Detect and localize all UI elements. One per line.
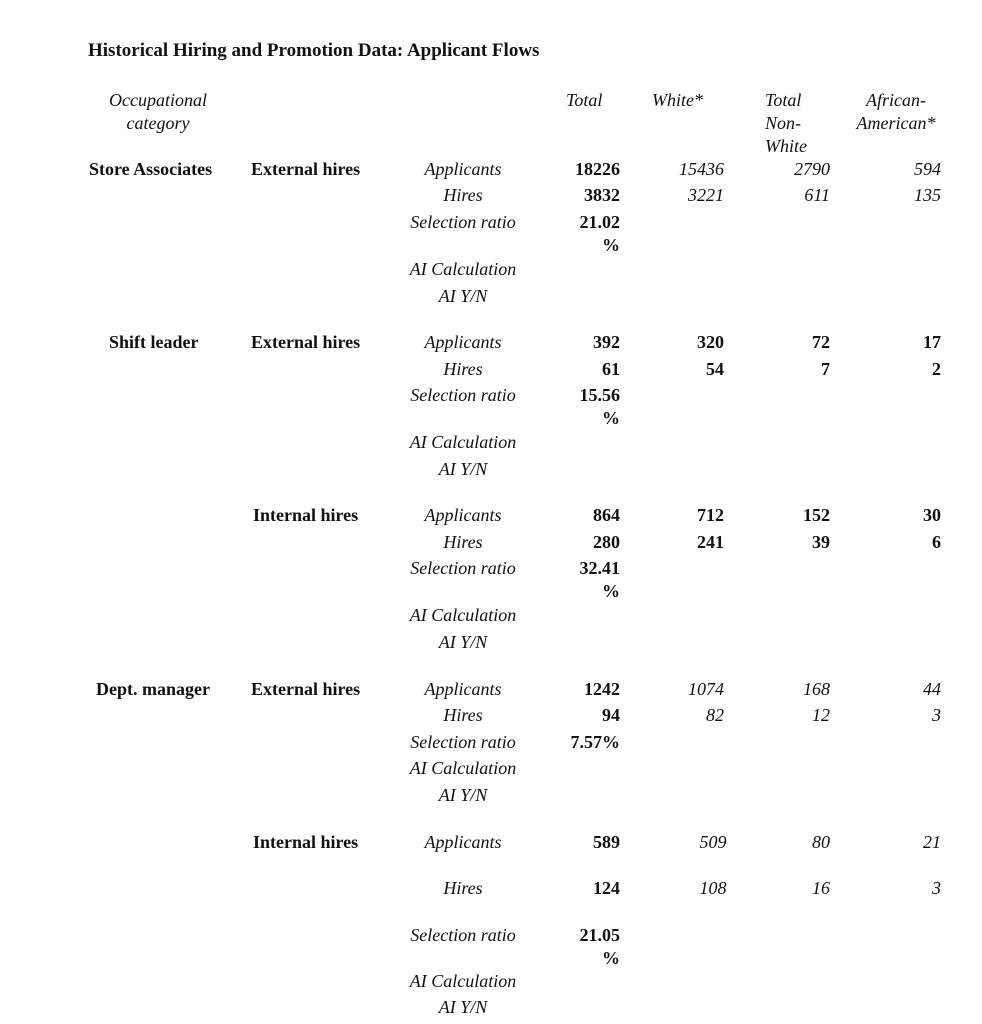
hires-nonwhite: 16 (812, 878, 830, 898)
row-label-ai-calculation: AI Calculation (409, 758, 517, 778)
hires-white: 241 (697, 532, 724, 552)
row-label-ai-yn: AI Y/N (438, 286, 488, 306)
row-label-hires: Hires (443, 532, 483, 552)
hires-white: 54 (706, 359, 724, 379)
row-label-ai-calculation: AI Calculation (409, 432, 517, 452)
hires-african-american: 3 (932, 705, 941, 725)
applicants-nonwhite: 168 (803, 679, 830, 699)
row-label-applicants: Applicants (424, 832, 502, 852)
applicants-total: 18226 (575, 159, 620, 179)
hires-african-american: 2 (932, 359, 941, 379)
applicants-total: 1242 (584, 679, 620, 699)
hires-nonwhite: 12 (812, 705, 830, 725)
row-label-hires: Hires (443, 705, 483, 725)
applicants-white: 509 (699, 832, 727, 852)
header-nonwhite: Total Non-White (765, 90, 807, 156)
applicants-african-american: 17 (923, 332, 941, 352)
hires-nonwhite: 39 (812, 532, 830, 552)
category-label: Dept. manager (96, 679, 210, 699)
applicants-nonwhite: 80 (812, 832, 830, 852)
hires-total: 124 (593, 878, 620, 898)
hires-white: 108 (699, 878, 727, 898)
row-label-ai-yn: AI Y/N (438, 459, 488, 479)
header-total: Total (566, 90, 603, 110)
applicants-white: 15436 (679, 159, 724, 179)
selection-ratio-total: 15.56 % (579, 385, 620, 428)
category-label: Shift leader (109, 332, 199, 352)
hires-white: 82 (706, 705, 724, 725)
applicants-white: 320 (697, 332, 724, 352)
applicants-total: 589 (593, 832, 620, 852)
row-label-applicants: Applicants (424, 505, 502, 525)
document-title: Historical Hiring and Promotion Data: Applicant Flows (88, 40, 540, 61)
row-label-hires: Hires (443, 185, 483, 205)
row-label-ai-yn: AI Y/N (438, 632, 488, 652)
hires-african-american: 3 (932, 878, 941, 898)
row-label-ai-yn: AI Y/N (438, 997, 488, 1017)
selection-ratio-total: 7.57% (570, 732, 620, 752)
row-label-hires: Hires (443, 878, 483, 898)
selection-ratio-total: 21.05 % (579, 925, 620, 968)
selection-ratio-total: 21.02 % (579, 212, 620, 255)
selection-ratio-total: 32.41 % (579, 558, 620, 601)
applicants-african-american: 44 (923, 679, 941, 699)
row-label-ai-calculation: AI Calculation (409, 605, 517, 625)
applicants-nonwhite: 2790 (794, 159, 830, 179)
hires-white: 3221 (688, 185, 724, 205)
row-label-selection-ratio: Selection ratio (410, 558, 516, 578)
row-label-applicants: Applicants (424, 679, 502, 699)
header-african-american: African-American* (856, 90, 936, 133)
header-white: White* (652, 90, 703, 110)
row-label-ai-calculation: AI Calculation (409, 259, 517, 279)
applicants-african-american: 30 (923, 505, 941, 525)
category-label: Store Associates (89, 159, 213, 179)
hire-type-label: External hires (251, 159, 361, 179)
applicants-white: 712 (697, 505, 724, 525)
row-label-applicants: Applicants (424, 332, 502, 352)
hires-total: 94 (602, 705, 620, 725)
hires-total: 3832 (584, 185, 620, 205)
hires-african-american: 6 (932, 532, 941, 552)
hires-total: 61 (602, 359, 620, 379)
hires-total: 280 (593, 532, 620, 552)
hire-type-label: External hires (251, 332, 361, 352)
row-label-selection-ratio: Selection ratio (410, 385, 516, 405)
row-label-ai-calculation: AI Calculation (409, 971, 517, 991)
row-label-selection-ratio: Selection ratio (410, 732, 516, 752)
hires-nonwhite: 7 (821, 359, 830, 379)
header-category: Occupational category (109, 90, 207, 133)
hire-type-label: External hires (251, 679, 361, 699)
applicants-african-american: 21 (923, 832, 941, 852)
hires-african-american: 135 (914, 185, 941, 205)
row-label-hires: Hires (443, 359, 483, 379)
applicants-total: 864 (593, 505, 620, 525)
applicants-nonwhite: 72 (812, 332, 830, 352)
applicants-nonwhite: 152 (803, 505, 830, 525)
row-label-selection-ratio: Selection ratio (410, 212, 516, 232)
hires-nonwhite: 611 (804, 185, 830, 205)
applicants-african-american: 594 (914, 159, 941, 179)
row-label-applicants: Applicants (424, 159, 502, 179)
hire-type-label: Internal hires (253, 832, 359, 852)
row-label-ai-yn: AI Y/N (438, 785, 488, 805)
hire-type-label: Internal hires (253, 505, 359, 525)
applicants-total: 392 (593, 332, 620, 352)
applicants-white: 1074 (688, 679, 724, 699)
row-label-selection-ratio: Selection ratio (410, 925, 516, 945)
